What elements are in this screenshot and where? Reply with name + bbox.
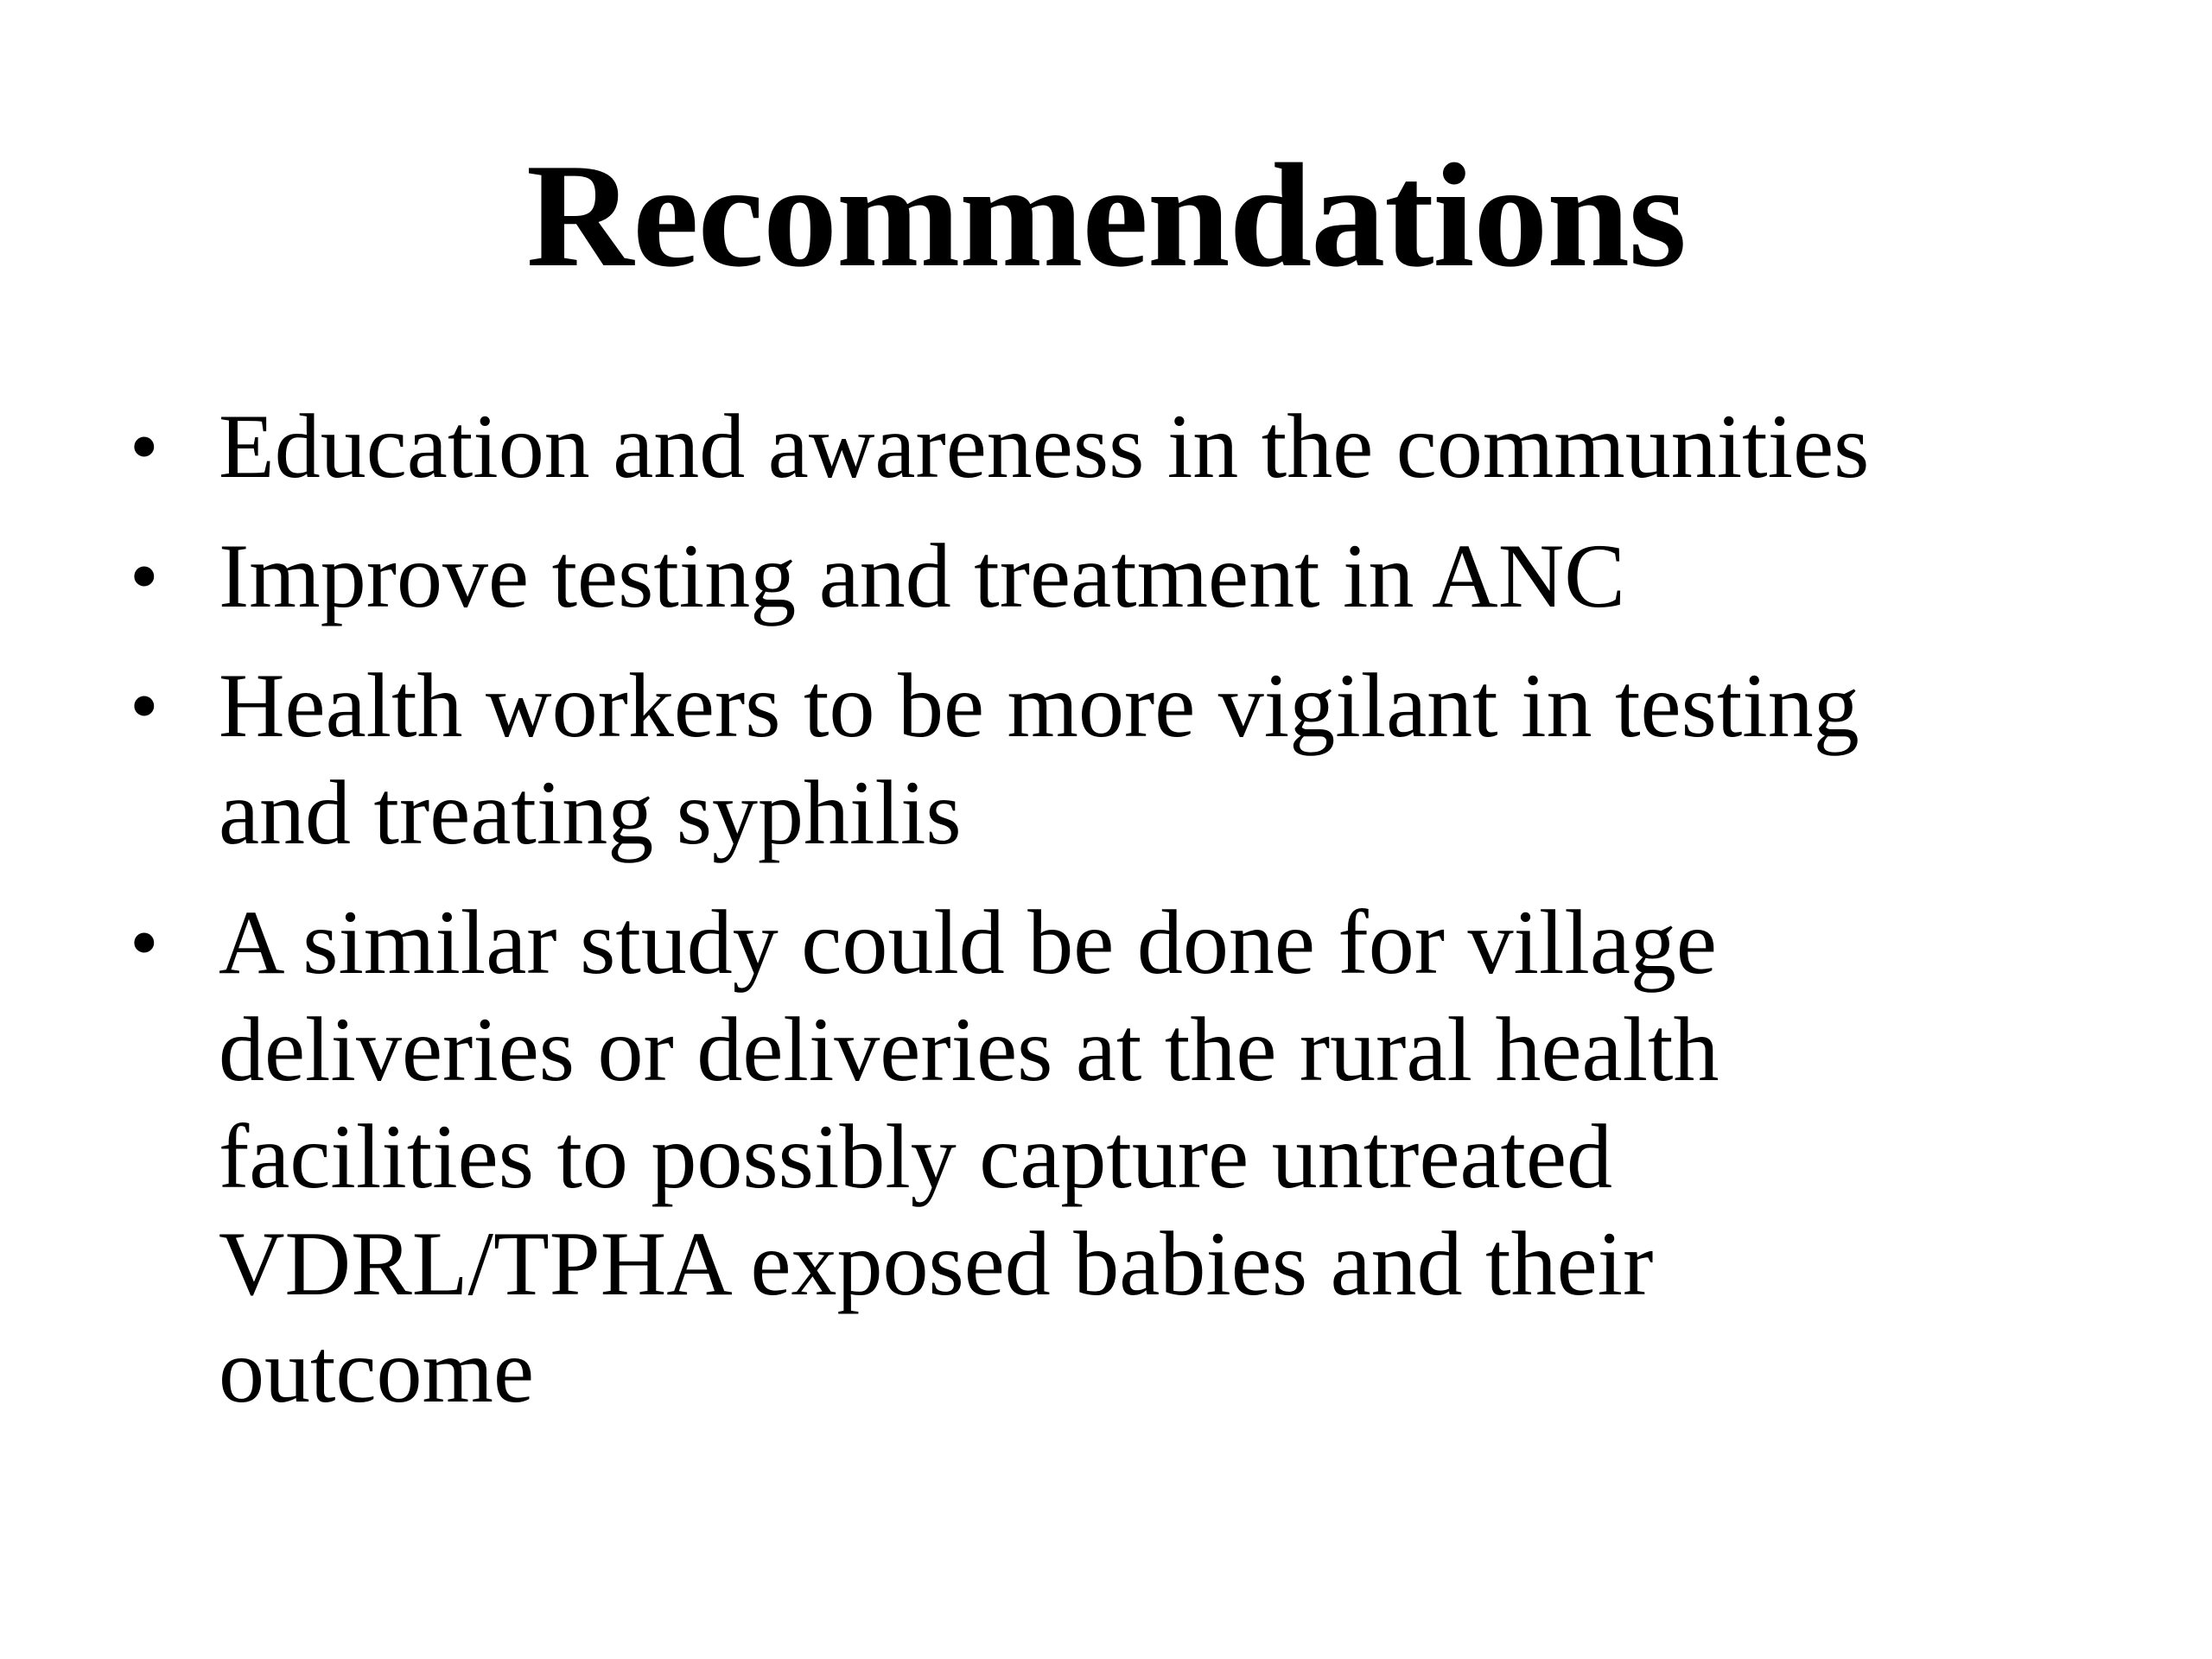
bullet-dot-icon: • — [130, 659, 159, 752]
bullet-item-health-workers — [130, 652, 2117, 867]
bullet-line: A similar study could be done for village — [219, 892, 1717, 993]
bullet-dot-icon: • — [130, 400, 159, 493]
bullet-dot-icon: • — [130, 896, 159, 988]
bullet-item-education — [130, 393, 2117, 500]
bullet-line: outcome — [219, 1320, 534, 1421]
bullet-line: facilities to possibly capture untreated — [219, 1106, 1613, 1207]
bullet-line: Education and awareness in the communities — [219, 396, 1870, 497]
slide-title: Recommendations — [526, 134, 1686, 298]
bullet-text — [219, 523, 2117, 630]
bullet-item-testing — [130, 523, 2117, 630]
bullet-item-similar-study — [130, 889, 2117, 1425]
bullet-dot-icon: • — [130, 530, 159, 622]
bullet-line: Improve testing and treatment in ANC — [219, 525, 1625, 626]
bullet-line: Health workers to be more vigilant in testing — [219, 655, 1859, 756]
bullet-line: deliveries or deliveries at the rural health — [219, 999, 1719, 1100]
bullet-text — [219, 652, 2117, 867]
bullet-list — [130, 393, 2117, 1447]
bullet-text — [219, 393, 2117, 500]
bullet-line: VDRL/TPHA exposed babies and their — [219, 1213, 1654, 1314]
bullet-text — [219, 889, 2117, 1425]
bullet-line: and treating syphilis — [219, 762, 962, 863]
